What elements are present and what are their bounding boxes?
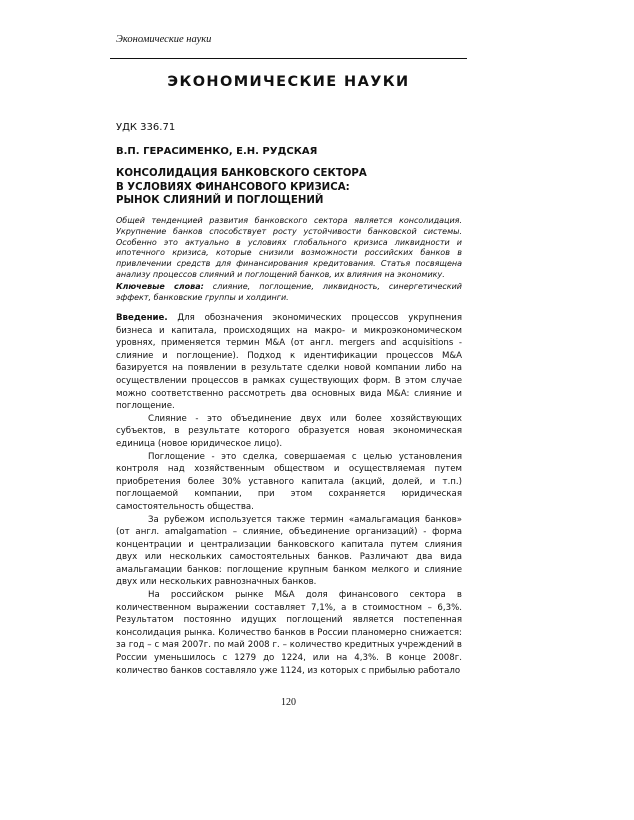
article-title-line: КОНСОЛИДАЦИЯ БАНКОВСКОГО СЕКТОРА [116,168,367,179]
udc-code: УДК 336.71 [116,122,176,133]
article-body [116,312,462,677]
keywords-label: Ключевые слова: [116,282,204,291]
article-title [116,167,456,208]
page-number: 120 [281,697,296,708]
paragraph-intro [116,312,462,413]
intro-text: Для обозначения экономических процессов укрупнения бизнеса и капитала, происходящих на макро- и микроэкономическом уровнях, применяется термин M&A (от англ. mergers and acquisitions - слияние и поглощение). Подход к идентификации процессов M&A базируется на появлении в результате сделки новой компании либо на осуществлении процессов в рамках существующих форм. В этом случае можно соответственно рассмотреть два основных вида M&A: слияние и поглощение. [116,313,462,412]
keywords-text: слияние, поглощение, ликвидность, синергетический эффект, банковские группы и холдинги. [116,282,462,302]
paragraph-merger: Слияние - это объединение двух или более хозяйствующих субъектов, в результате которого образуется новая экономическая единица (новое юридическое лицо). [116,413,462,449]
header-rule [110,58,467,59]
abstract: Общей тенденцией развития банковского сектора является консолидация. Укрупнение банков способствует росту устойчивости банковской системы. Особенно это актуально в условиях глобального кризиса ликвидности и ипотечного кризиса, которые снизили возможности российских банков в привлечении средств для финансирования кредитования. Статья посвящена анализу процессов слияний и поглощений банков, их влияния на экономику. [116,216,462,279]
paragraph-acquisition: Поглощение - это сделка, совершаемая с целью установления контроля над хозяйственным обществом и осуществляемая путем приобретения более 30% уставного капитала (акций, долей, и т.п.) поглощаемой компании, при этом сохраняется юридическая самостоятельность общества. [116,451,462,512]
section-title: ЭКОНОМИЧЕСКИЕ НАУКИ [167,74,410,90]
keywords [116,282,462,304]
paragraph-amalgamation: За рубежом используется также термин «амальгамация банков» (от англ. amalgamation – слияние, объединение организаций) - форма концентрации и централизации банковского капитала путем слияния двух или нескольких самостоятельных банков. Различают два вида амальгамации банков: поглощение крупным банком мелкого и слияние двух или нескольких равнозначных банков. [116,514,462,588]
article-title-line: В УСЛОВИЯХ ФИНАНСОВОГО КРИЗИСА: [116,181,350,193]
running-head: Экономические науки [116,34,212,45]
authors: В.П. ГЕРАСИМЕНКО, Е.Н. РУДСКАЯ [116,146,318,157]
article-title-line: РЫНОК СЛИЯНИЙ И ПОГЛОЩЕНИЙ [116,195,324,207]
intro-label: Введение. [116,313,168,323]
paragraph-russian-market: На российском рынке M&A доля финансового сектора в количественном выражении составляет 7,1%, а в стоимостном – 6,3%. Результатом постоянно идущих поглощений является постепенная консолидация рынка. Количество банков в России планомерно снижается: за год – с мая 2007г. по май 2008 г. – количество кредитных учреждений в России уменьшилось с 1279 до 1224, или на 4,3%. В конце 2008г. количество банков составляло уже 1124, из которых с прибылью работало [116,590,462,676]
